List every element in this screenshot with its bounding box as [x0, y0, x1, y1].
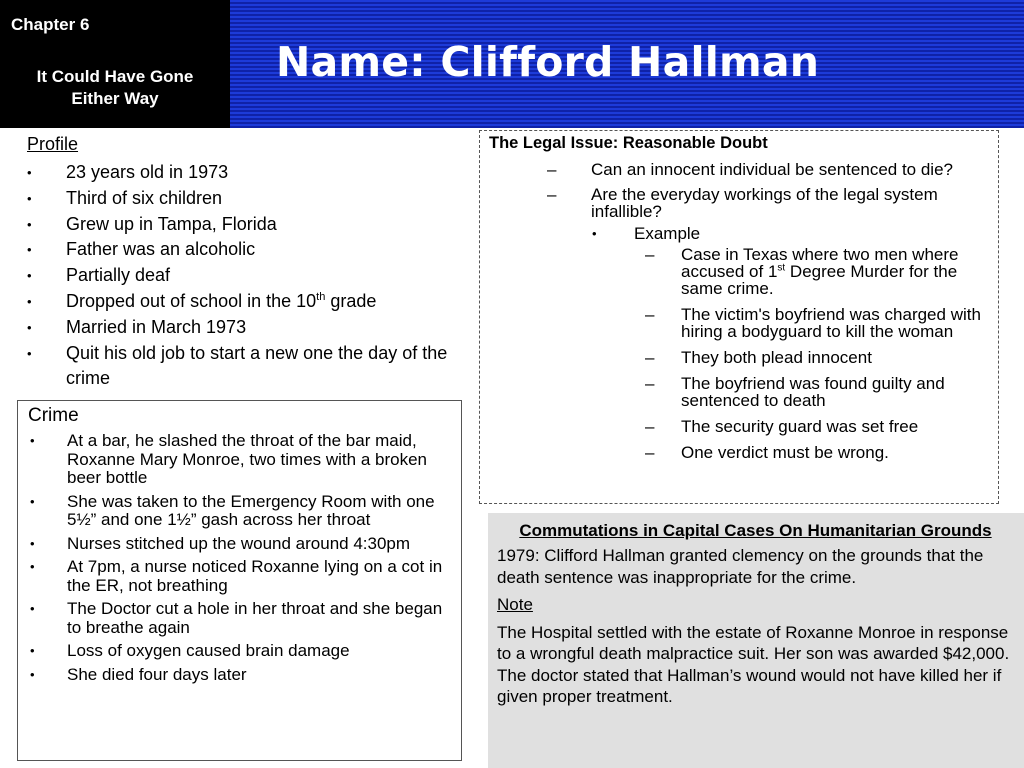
dash-icon: –	[547, 160, 557, 179]
example-point: – The victim's boyfriend was charged with hiring a bodyguard to kill the woman	[645, 305, 981, 341]
commutations-text: 1979: Clifford Hallman granted clemency on the grounds that the death sentence was inappropriate for the crime.	[497, 546, 984, 587]
dash-icon: –	[645, 374, 655, 393]
dash-icon: –	[645, 443, 655, 462]
bullet-icon: •	[27, 268, 32, 284]
list-item: • Married in March 1973	[27, 315, 457, 341]
profile-heading: Profile	[27, 134, 79, 154]
example-point: – They both plead innocent	[645, 348, 872, 367]
list-item: • Partially deaf	[27, 263, 457, 289]
bullet-icon: •	[30, 535, 35, 551]
list-item: • She died four days later	[30, 664, 247, 684]
title-banner	[230, 0, 1024, 128]
list-item: • Quit his old job to start a new one the day of the crime	[27, 342, 448, 388]
bullet-icon: •	[30, 433, 35, 448]
bullet-icon: •	[30, 643, 35, 658]
chapter-label: Chapter 6	[11, 15, 90, 34]
crime-heading: Crime	[28, 405, 79, 426]
legal-issue-heading: The Legal Issue: Reasonable Doubt	[489, 134, 768, 152]
example-point: – Case in Texas where two men where accused of 1st Degree Murder for the same crime.	[645, 245, 959, 298]
bullet-icon: •	[27, 190, 32, 206]
crime-section	[17, 400, 462, 761]
list-item: • At a bar, he slashed the throat of the bar maid, Roxanne Mary Monroe, two times with a broken beer bottle	[30, 431, 427, 487]
example-point: – The security guard was set free	[645, 417, 919, 436]
bullet-icon: •	[27, 345, 32, 361]
list-item: • At 7pm, a nurse noticed Roxanne lying on a cot in the ER, not breathing	[30, 557, 443, 595]
dash-icon: –	[547, 185, 557, 204]
dash-icon: –	[645, 417, 655, 436]
chapter-subtitle: It Could Have Gone Either Way	[36, 67, 194, 108]
profile-list	[27, 160, 457, 391]
list-item: • Grew up in Tampa, Florida	[27, 212, 457, 238]
question-item: – Can an innocent individual be sentenced to die?	[547, 160, 953, 179]
chapter-panel	[0, 0, 230, 128]
example-point: – One verdict must be wrong.	[645, 443, 889, 462]
bullet-icon: •	[27, 293, 32, 309]
list-item: • Loss of oxygen caused brain damage	[30, 641, 350, 660]
bullet-icon: •	[592, 226, 597, 241]
ordinal-suffix: th	[316, 290, 326, 303]
list-item: • Third of six children	[27, 186, 457, 212]
dash-icon: –	[645, 348, 655, 367]
note-text: The Hospital settled with the estate of Roxanne Monroe in response to a wrongful death malpractice suit. Her son was awarded $42,000. The doctor stated that Hallman’s wound would not have killed her if given proper treatment.	[497, 622, 1010, 706]
list-item: • Dropped out of school in the 10th grade	[27, 289, 457, 315]
dash-icon: –	[645, 305, 655, 324]
commutations-section	[488, 513, 1024, 768]
page-title: Name: Clifford Hallman	[276, 38, 820, 86]
note-label: Note	[497, 595, 533, 614]
bullet-icon: •	[27, 319, 32, 335]
crime-list	[28, 432, 451, 684]
bullet-icon: •	[27, 216, 32, 232]
list-item: • She was taken to the Emergency Room with one 5½” and one 1½” gash across her throat	[30, 491, 435, 529]
example-point: – The boyfriend was found guilty and sentenced to death	[645, 374, 945, 410]
question-item: – Are the everyday workings of the legal system infallible?	[547, 185, 938, 221]
bullet-icon: •	[30, 666, 35, 682]
list-item: • Father was an alcoholic	[27, 237, 457, 263]
list-item: • Nurses stitched up the wound around 4:30pm	[30, 533, 411, 553]
ordinal-suffix: st	[777, 262, 786, 274]
bullet-icon: •	[27, 242, 32, 258]
list-item: • 23 years old in 1973	[27, 160, 457, 186]
bullet-icon: •	[27, 165, 32, 180]
dash-icon: –	[645, 245, 655, 264]
list-item: • The Doctor cut a hole in her throat and she began to breathe again	[30, 599, 443, 637]
bullet-icon: •	[30, 601, 35, 616]
bullet-icon: •	[30, 559, 35, 574]
example-label: • Example	[592, 224, 701, 243]
bullet-icon: •	[30, 493, 35, 509]
profile-section	[27, 134, 457, 391]
legal-issue-section	[479, 130, 999, 504]
commutations-heading: Commutations in Capital Cases On Humanitarian Grounds	[519, 521, 992, 540]
